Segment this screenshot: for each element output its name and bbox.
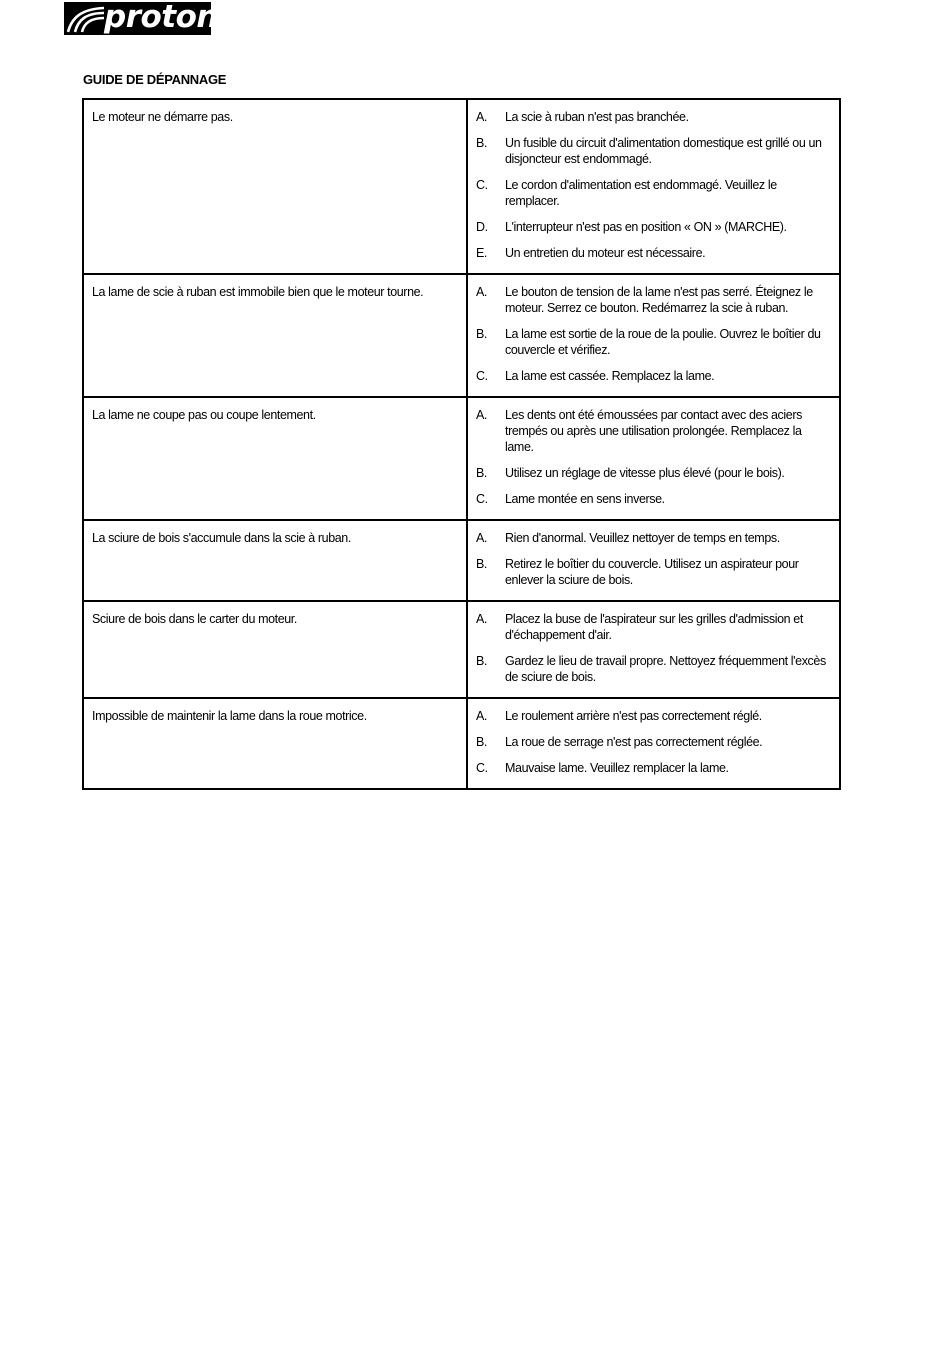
- cause-letter: D.: [476, 220, 488, 234]
- cause-text: Le bouton de tension de la lame n'est pas serré. Éteignez le moteur. Serrez ce bouton. Redémarrez la scie à ruban.: [505, 285, 813, 315]
- cause-text: Utilisez un réglage de vitesse plus élevé (pour le bois).: [505, 466, 785, 480]
- causes-cell: [467, 698, 840, 789]
- cause-letter: C.: [476, 761, 488, 775]
- cause-item: [476, 530, 831, 546]
- table-row: [83, 698, 840, 789]
- cause-text: Mauvaise lame. Veuillez remplacer la lame.: [505, 761, 729, 775]
- cause-item: [476, 556, 831, 588]
- brand-logo: [64, 0, 218, 35]
- cause-item: [476, 407, 831, 455]
- cause-letter: B.: [476, 654, 488, 668]
- cause-letter: C.: [476, 369, 488, 383]
- cause-text: La scie à ruban n'est pas branchée.: [505, 110, 689, 124]
- cause-text: Un entretien du moteur est nécessaire.: [505, 246, 706, 260]
- cause-item: [476, 491, 831, 507]
- cause-letter: C.: [476, 178, 488, 192]
- cause-text: Un fusible du circuit d'alimentation domestique est grillé ou un disjoncteur est endommagé.: [505, 136, 822, 166]
- cause-text: La roue de serrage n'est pas correctement réglée.: [505, 735, 763, 749]
- cause-text: Rien d'anormal. Veuillez nettoyer de temps en temps.: [505, 531, 780, 545]
- cause-letter: B.: [476, 136, 488, 150]
- cause-letter: B.: [476, 466, 488, 480]
- cause-text: Les dents ont été émoussées par contact avec des aciers trempés ou après une utilisation prolongée. Remplacez la lame.: [505, 408, 802, 454]
- cause-item: [476, 653, 831, 685]
- troubleshooting-table: [82, 98, 841, 790]
- cause-letter: B.: [476, 735, 488, 749]
- page-title: GUIDE DE DÉPANNAGE: [83, 72, 227, 87]
- cause-letter: A.: [476, 285, 488, 299]
- problem-cell: Sciure de bois dans le carter du moteur.: [83, 601, 467, 698]
- table-row: [83, 397, 840, 520]
- cause-letter: A.: [476, 709, 488, 723]
- problem-cell: La lame de scie à ruban est immobile bien que le moteur tourne.: [83, 274, 467, 397]
- cause-item: [476, 109, 831, 125]
- cause-letter: B.: [476, 557, 488, 571]
- causes-cell: [467, 274, 840, 397]
- table-row: [83, 520, 840, 601]
- cause-text: L'interrupteur n'est pas en position « ON » (MARCHE).: [505, 220, 787, 234]
- causes-cell: [467, 520, 840, 601]
- cause-text: Retirez le boîtier du couvercle. Utilisez un aspirateur pour enlever la sciure de bois.: [505, 557, 799, 587]
- problem-cell: Impossible de maintenir la lame dans la roue motrice.: [83, 698, 467, 789]
- swoosh-icon: [66, 5, 106, 33]
- brand-wordmark: proton: [104, 0, 218, 35]
- cause-item: [476, 245, 831, 261]
- cause-letter: A.: [476, 531, 488, 545]
- problem-cell: La sciure de bois s'accumule dans la scie à ruban.: [83, 520, 467, 601]
- cause-item: [476, 177, 831, 209]
- cause-item: [476, 326, 831, 358]
- causes-cell: [467, 99, 840, 274]
- cause-letter: A.: [476, 612, 488, 626]
- cause-item: [476, 135, 831, 167]
- cause-letter: B.: [476, 327, 488, 341]
- causes-cell: [467, 397, 840, 520]
- cause-text: Placez la buse de l'aspirateur sur les grilles d'admission et d'échappement d'air.: [505, 612, 803, 642]
- cause-text: La lame est cassée. Remplacez la lame.: [505, 369, 715, 383]
- cause-text: La lame est sortie de la roue de la poulie. Ouvrez le boîtier du couvercle et vérifiez.: [505, 327, 821, 357]
- causes-cell: [467, 601, 840, 698]
- problem-cell: La lame ne coupe pas ou coupe lentement.: [83, 397, 467, 520]
- cause-item: [476, 760, 831, 776]
- table-row: [83, 274, 840, 397]
- cause-text: Le roulement arrière n'est pas correctement réglé.: [505, 709, 762, 723]
- cause-item: [476, 465, 831, 481]
- cause-item: [476, 734, 831, 750]
- cause-item: [476, 284, 831, 316]
- cause-letter: C.: [476, 492, 488, 506]
- cause-item: [476, 368, 831, 384]
- troubleshooting-table-body: [83, 99, 840, 789]
- cause-letter: E.: [476, 246, 488, 260]
- cause-text: Lame montée en sens inverse.: [505, 492, 665, 506]
- table-row: [83, 601, 840, 698]
- problem-cell: Le moteur ne démarre pas.: [83, 99, 467, 274]
- cause-item: [476, 611, 831, 643]
- cause-item: [476, 219, 831, 235]
- cause-text: Gardez le lieu de travail propre. Nettoyez fréquemment l'excès de sciure de bois.: [505, 654, 826, 684]
- table-row: [83, 99, 840, 274]
- cause-letter: A.: [476, 408, 488, 422]
- cause-item: [476, 708, 831, 724]
- cause-text: Le cordon d'alimentation est endommagé. Veuillez le remplacer.: [505, 178, 777, 208]
- cause-letter: A.: [476, 110, 488, 124]
